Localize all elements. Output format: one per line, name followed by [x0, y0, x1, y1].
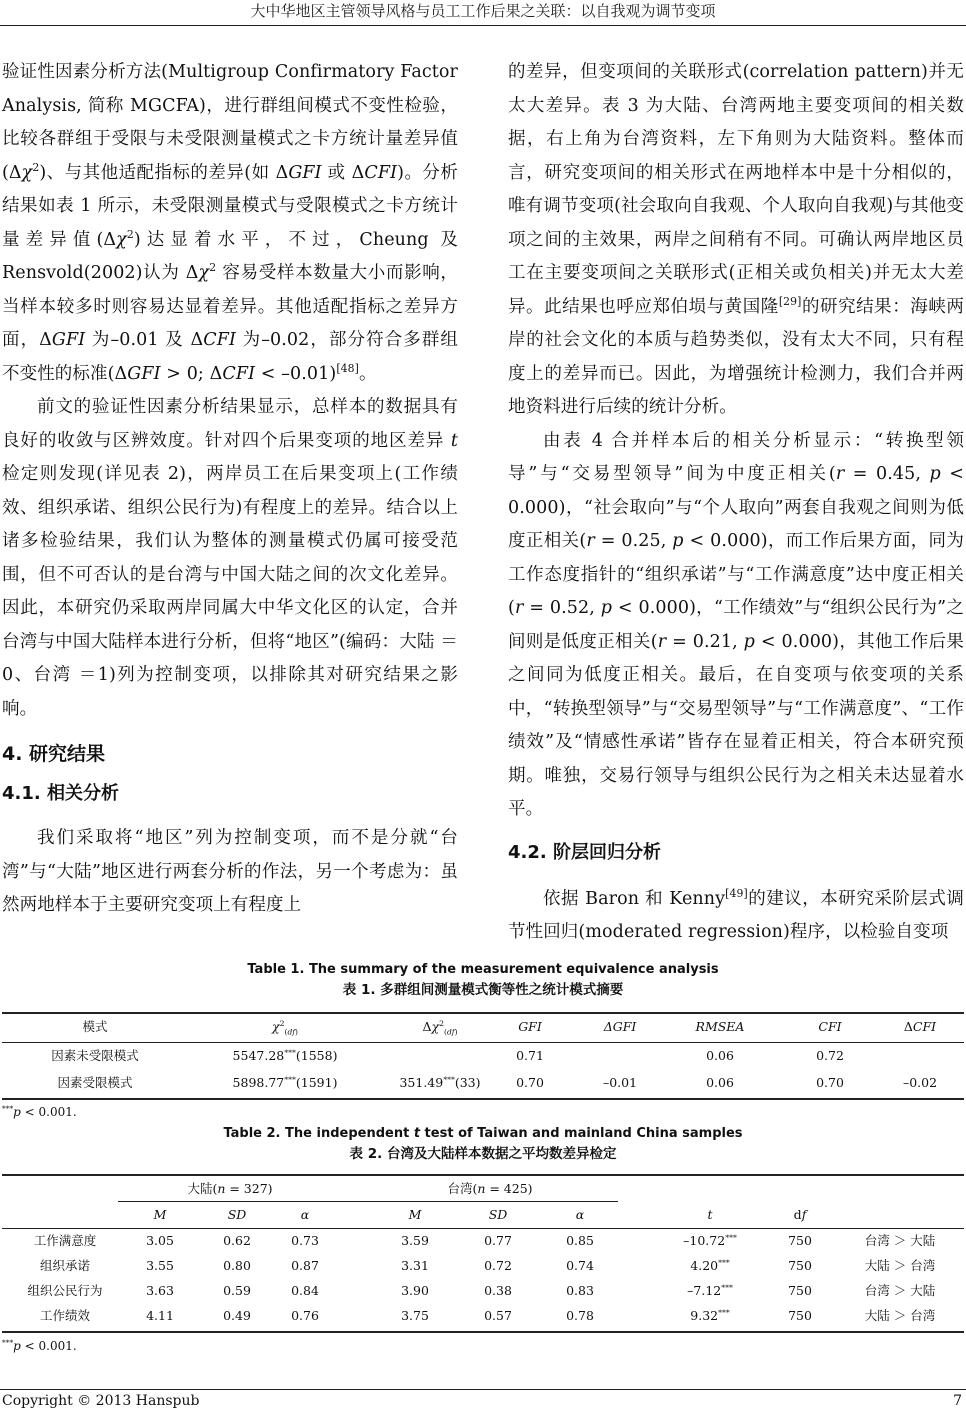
table2-sub-sd1: SD	[227, 1207, 247, 1222]
table2-caption-en: Table 2. The independent t test of Taiwan and mainland China samples	[223, 1126, 743, 1141]
table2-cell-df: 750	[788, 1283, 812, 1298]
table1-header-model: 模式	[82, 1019, 108, 1034]
table2-note: ***p < 0.001.	[2, 1338, 77, 1353]
left-paragraph-1	[2, 56, 458, 391]
table1-cell-gfi: 0.71	[516, 1048, 544, 1063]
table1-cell-rmsea: 0.06	[706, 1048, 734, 1063]
table2-cell-m2: 3.31	[401, 1258, 429, 1273]
table2-caption	[0, 1124, 966, 1164]
table2-cell-m2: 3.75	[401, 1308, 429, 1323]
table2-cell-a2: 0.78	[566, 1308, 594, 1323]
table2-cell-variable: 组织公民行为	[27, 1283, 103, 1298]
table2-caption-cn: 表 2. 台湾及大陆样本数据之平均数差异检定	[349, 1146, 617, 1162]
table1-header-gfi: GFI	[518, 1019, 542, 1034]
table2-cell-variable: 工作绩效	[39, 1308, 90, 1323]
right-paragraph-2	[508, 425, 964, 827]
table2-cell-t: –7.12***	[687, 1282, 733, 1298]
subsection-heading-4-1: 4.1. 相关分析	[2, 783, 119, 804]
table2-cell-m2: 3.90	[401, 1283, 429, 1298]
table2-cell-comparison: 大陆 ＞ 台湾	[864, 1258, 936, 1273]
table1-header-dcfi: ΔCFI	[903, 1019, 937, 1034]
table2-cell-sd2: 0.72	[484, 1258, 512, 1273]
table1-cell-dcfi: –0.02	[902, 1075, 938, 1090]
table1-caption	[0, 960, 966, 1000]
table2-cell-a1: 0.76	[291, 1308, 319, 1323]
left-p1-text: 验证性因素分析方法(Multigroup Confirmatory Factor Analysis, 简称 MGCFA)，进行群组间模式不变性检验，比较各群组于受限与未受限测量模式之卡方统计量差异值$(\Delta\chi^2)$、与其他适配指标的差异(如 ΔGFI 或 ΔCFI)。分析结果如表 1 所示，未受限测量模式与受限模式之卡方统计量差异值$(\Delta\chi^2)$达显着水平，不过，Cheung 及 Rensvold(2002)认为 $\Delta\chi^2$ 容易受样本数量大小而影响，当样本较多时则容易达显着差异。其他适配指标之差异方面，ΔGFI 为–0.01 及 ΔCFI 为–0.02，部分符合多群组不变性的标准(ΔGFI > 0; ΔCFI < –0.01)[48]。	[2, 62, 458, 384]
table1-cell-gfi: 0.70	[516, 1075, 544, 1090]
table2-cell-df: 750	[788, 1258, 812, 1273]
table2-cell-t: 9.32***	[690, 1307, 730, 1323]
table2-header-rule	[2, 1228, 964, 1229]
table2-group-mainland: 大陆(n = 327)	[187, 1181, 273, 1196]
table1-cell-chi2: 5547.28***(1558)	[232, 1047, 338, 1063]
table1-header-dchi2: $\Delta\chi^2_{(df)}$	[422, 1018, 458, 1037]
table2-sub-t: t	[707, 1207, 713, 1222]
table2-cell-m1: 4.11	[146, 1308, 174, 1323]
table1-header-cfi: CFI	[818, 1019, 842, 1034]
section-heading-4: 4. 研究结果	[2, 743, 106, 765]
left-p2-text: 前文的验证性因素分析结果显示，总样本的数据具有良好的收敛与区辨效度。针对四个后果变项的地区差异 t 检定则发现(详见表 2)，两岸员工在后果变项上(工作绩效、组织承诺、组织公民行为)有程度上的差异。结合以上诸多检验结果，我们认为整体的测量模式仍属可接受范围，但不可否认的是台湾与中国大陆之间的次文化差异。因此，本研究仍采取两岸同属大中华文化区的认定，合并台湾与中国大陆样本进行分析，但将“地区”(编码：大陆 ＝0、台湾 ＝1)列为控制变项，以排除其对研究结果之影响。	[2, 397, 458, 719]
table1-header-rule	[2, 1042, 964, 1043]
table1-header-rmsea: RMSEA	[695, 1019, 745, 1034]
left-column	[2, 56, 458, 923]
table2-sub-m2: M	[408, 1207, 422, 1222]
table1-cell-model: 因素未受限模式	[51, 1048, 139, 1063]
right-paragraph-3	[508, 883, 964, 950]
table2-cell-a1: 0.73	[291, 1233, 319, 1248]
table2-bottom-rule	[2, 1331, 964, 1333]
table1-note: ***p < 0.001.	[2, 1104, 77, 1119]
table2-sub-m1: M	[153, 1207, 167, 1222]
table2-cell-a1: 0.87	[291, 1258, 319, 1273]
table1-cell-rmsea: 0.06	[706, 1075, 734, 1090]
right-p1-text: 的差异，但变项间的关联形式(correlation pattern)并无太大差异。表 3 为大陆、台湾两地主要变项间的相关数据，右上角为台湾资料，左下角则为大陆资料。整体而言，研究变项间的相关形式在两地样本中是十分相似的，唯有调节变项(社会取向自我观、个人取向自我观)与其他变项之间的主效果，两岸之间稍有不同。可确认两岸地区员工在主要变项间之关联形式(正相关或负相关)并无太大差异。此结果也呼应郑伯埙与黄国隆[29]的研究结果：海峡两岸的社会文化的本质与趋势类似，没有太大不同，只有程度上的差异而已。因此，为增强统计检测力，我们合并两地资料进行后续的统计分析。	[508, 62, 964, 417]
table2-group-taiwan: 台湾(n = 425)	[447, 1181, 533, 1196]
table2-cell-comparison: 台湾 ＞ 大陆	[864, 1233, 936, 1248]
page-number: 7	[953, 1393, 962, 1409]
left-paragraph-3: 我们采取将“地区”列为控制变项，而不是分就“台湾”与“大陆”地区进行两套分析的作法，另一个考虑为：虽然两地样本于主要研究变项上有程度上	[2, 828, 458, 915]
table1-caption-cn: 表 1. 多群组间测量模式衡等性之统计模式摘要	[342, 982, 624, 998]
table1-header-dgfi: ΔGFI	[603, 1019, 637, 1034]
table1-cell-cfi: 0.72	[816, 1048, 844, 1063]
table2-cell-sd2: 0.38	[484, 1283, 512, 1298]
table2-cell-sd1: 0.62	[223, 1233, 251, 1248]
left-paragraph-2	[2, 391, 458, 726]
table1-bottom-rule	[2, 1098, 964, 1100]
table2-cell-m1: 3.55	[146, 1258, 174, 1273]
table1-cell-dgfi: –0.01	[602, 1075, 638, 1090]
table2-cell-t: 4.20***	[690, 1257, 730, 1273]
table2-sub-a1: α	[300, 1207, 310, 1222]
table2-sub-df: df	[793, 1207, 807, 1222]
table2-sub-sd2: SD	[488, 1207, 508, 1222]
right-p2-text: 由表 4 合并样本后的相关分析显示：“转换型领导”与“交易型领导”间为中度正相关(r = 0.45, p < 0.000)，“社会取向”与“个人取向”两套自我观之间则为低度正相关(r = 0.25, p < 0.000)，而工作后果方面，同为工作态度指针的“组织承诺”与“工作满意度”达中度正相关(r = 0.52, p < 0.000)，“工作绩效”与“组织公民行为”之间则是低度正相关(r = 0.21, p < 0.000)，其他工作后果之间同为低度正相关。最后，在自变项与依变项的关系中，“转换型领导”与“交易型领导”与“工作满意度”、“工作绩效”及“情感性承诺”皆存在显着正相关，符合本研究预期。唯独，交易行领导与组织公民行为之相关未达显着水平。	[508, 430, 965, 819]
table2-cell-sd2: 0.57	[484, 1308, 512, 1323]
table2-cell-df: 750	[788, 1233, 812, 1248]
table1-cell-cfi: 0.70	[816, 1075, 844, 1090]
table2-cell-variable: 组织承诺	[39, 1258, 90, 1273]
table2-cell-a1: 0.84	[291, 1283, 319, 1298]
table1-top-rule	[2, 1012, 964, 1014]
table1-cell-chi2: 5898.77***(1591)	[232, 1074, 338, 1090]
table2-sub-a2: α	[575, 1207, 585, 1222]
table2-cell-m1: 3.63	[146, 1283, 174, 1298]
table2-cell-t: –10.72***	[683, 1232, 737, 1248]
table2-cell-m2: 3.59	[401, 1233, 429, 1248]
table2-cell-sd1: 0.59	[223, 1283, 251, 1298]
table2-cell-a2: 0.85	[566, 1233, 594, 1248]
table2-cell-m1: 3.05	[146, 1233, 174, 1248]
table2-cell-variable: 工作满意度	[33, 1233, 97, 1248]
table1-caption-en: Table 1. The summary of the measurement equivalence analysis	[247, 962, 719, 977]
table2-cell-df: 750	[788, 1308, 812, 1323]
table2-cell-sd1: 0.49	[223, 1308, 251, 1323]
footer-rule	[0, 1389, 966, 1390]
header-rule	[0, 25, 966, 26]
right-p3-text: 依据 Baron 和 Kenny[49]的建议，本研究采阶层式调节性回归(moderated regression)程序，以检验自变项	[508, 886, 964, 942]
table2-group-rule	[118, 1201, 618, 1202]
table2-top-rule	[2, 1174, 964, 1176]
table1-header-chi2: $\chi^2_{(df)}$	[272, 1018, 298, 1037]
table2-cell-a2: 0.83	[566, 1283, 594, 1298]
table2-cell-sd1: 0.80	[223, 1258, 251, 1273]
running-header: 大中华地区主管领导风格与员工工作后果之关联：以自我观为调节变项	[250, 2, 716, 20]
subsection-heading-4-2: 4.2. 阶层回归分析	[508, 841, 661, 863]
table2-cell-sd2: 0.77	[484, 1233, 512, 1248]
table2-cell-a2: 0.74	[566, 1258, 594, 1273]
footer-copyright: Copyright © 2013 Hanspub	[2, 1393, 200, 1409]
table2-cell-comparison: 大陆 ＞ 台湾	[864, 1308, 936, 1323]
table1-cell-dchi2: 351.49***(33)	[399, 1074, 481, 1090]
table2-cell-comparison: 台湾 ＞ 大陆	[864, 1283, 936, 1298]
right-column	[508, 56, 964, 950]
table1-cell-model: 因素受限模式	[57, 1075, 133, 1090]
right-paragraph-1	[508, 56, 964, 425]
